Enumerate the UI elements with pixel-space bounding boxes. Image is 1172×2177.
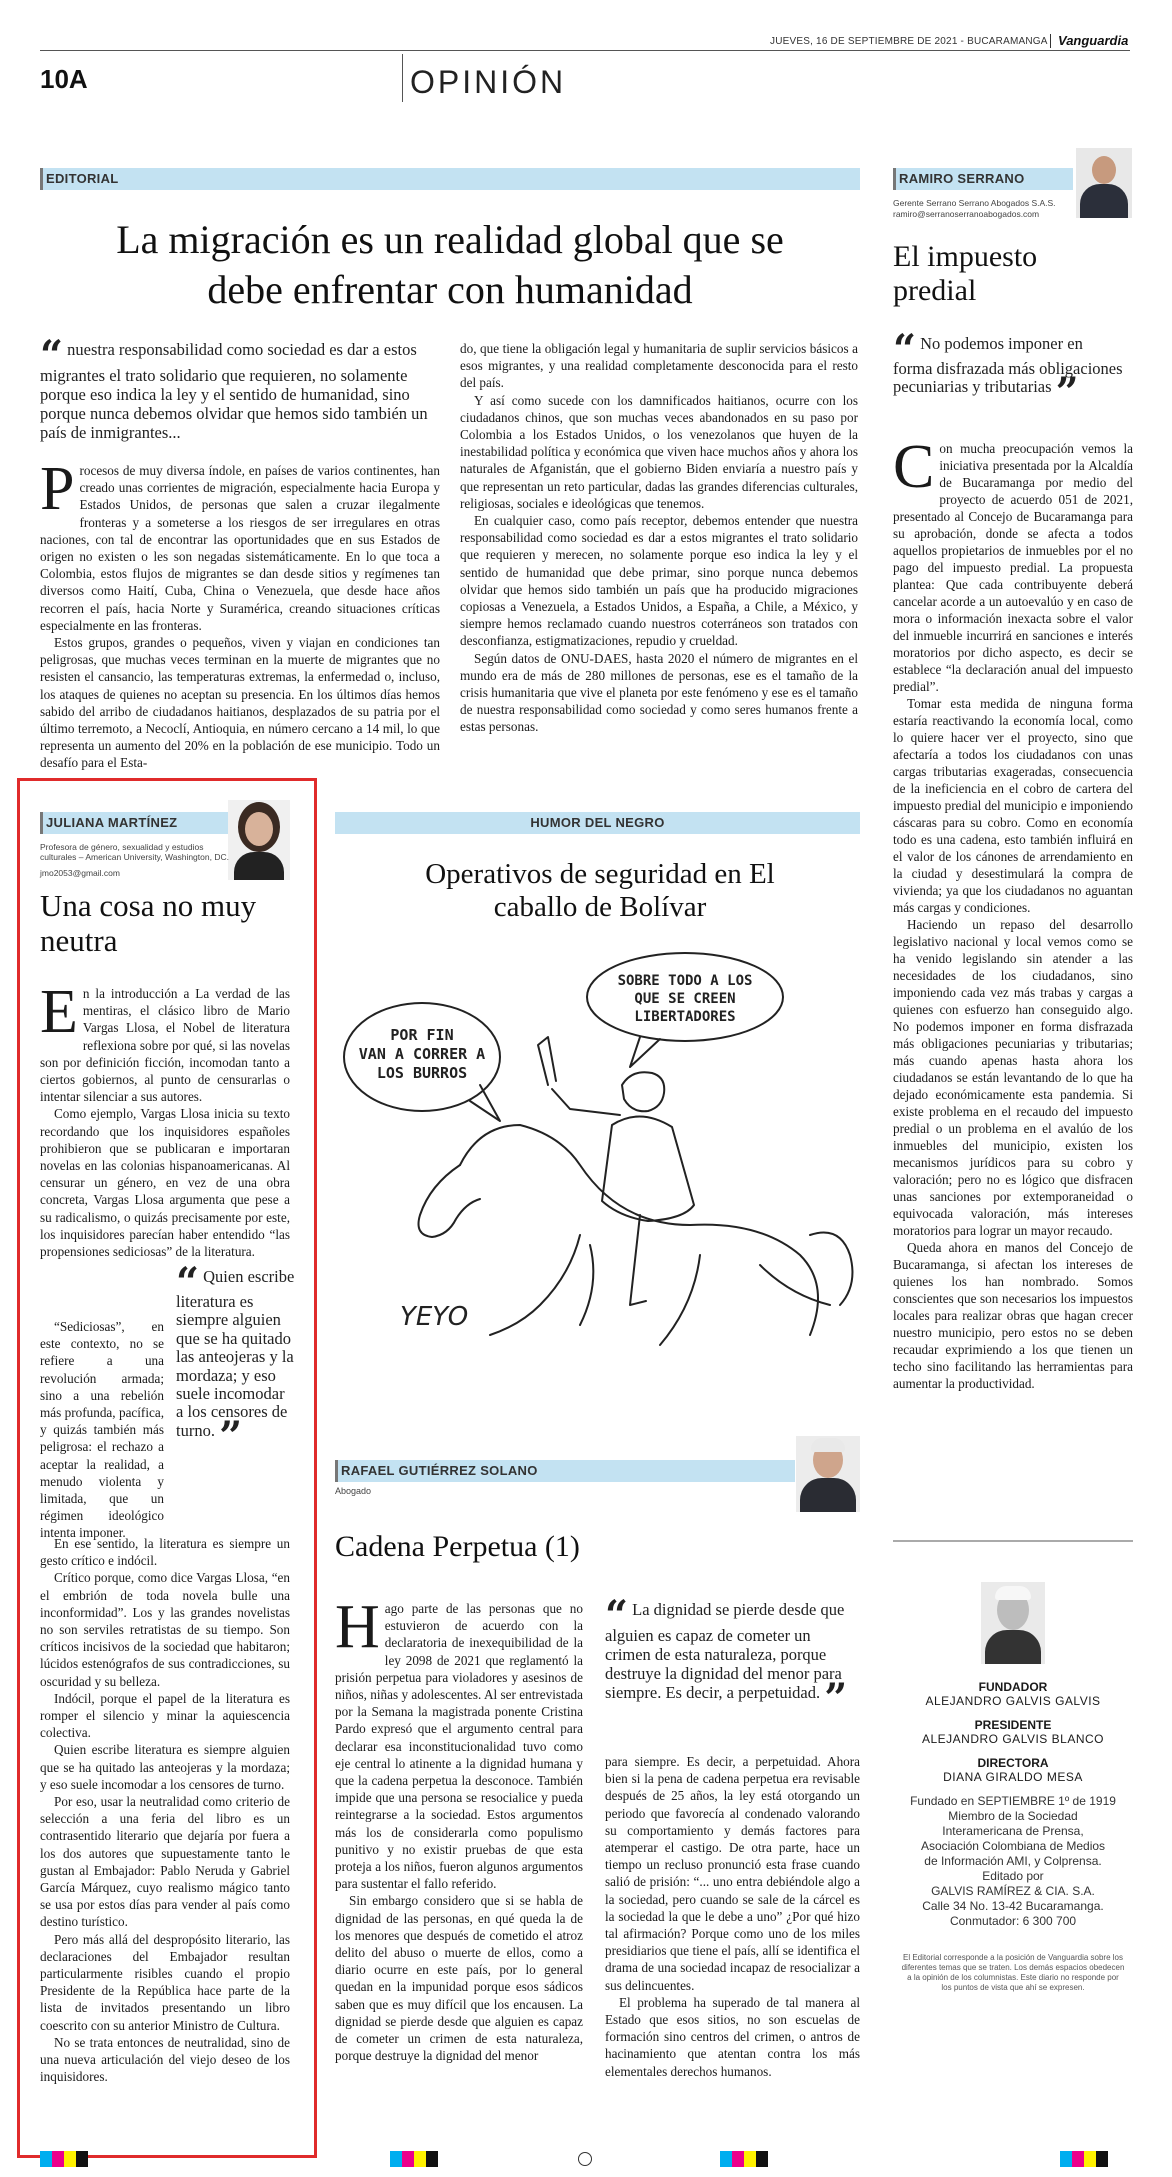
bubble-right-line: SOBRE TODO A LOS bbox=[617, 973, 753, 989]
gutierrez-paragraph: Sin embargo considero que si se habla de dignidad de las personas, en qué queda la de los menores que después de cometido el atroz delito del abuso o muerte de ellos, como a diario ocurre en este país, por lo general quedan en la impunidad porque esos sádicos saben que es muy difícil que los encausen. La dignidad se pierde desde que alguien es capaz de cometer un crimen de esta naturaleza, porque destruye la dignidad del menor bbox=[335, 1893, 583, 2064]
martinez-paragraph: Quien escribe literatura es siempre alguien que se ha quitado las anteojeras y la mordaza; y eso suele incomodar a los censores de turno. bbox=[40, 1742, 290, 1792]
gutierrez-column-2 bbox=[605, 1753, 860, 2080]
disclaimer: El Editorial corresponde a la posición de Vanguardia sobre los diferentes temas que se traten. Los demás espacios obedecen a la opinión de los columnistas. Este diario no responde por los puntos de vista que ahí se expresen. bbox=[901, 1953, 1125, 1992]
serrano-pullquote: “ No podemos imponer en forma disfrazada más obligaciones pecuniarias y tributarias ” bbox=[893, 326, 1123, 416]
martinez-bio: Profesora de género, sexualidad y estudios culturales – American University, Washington, DC. bbox=[40, 842, 229, 862]
staff-role: DIRECTORA bbox=[977, 1756, 1049, 1770]
bubble-left-line: VAN A CORRER A bbox=[358, 1045, 486, 1063]
gutierrez-column-1 bbox=[335, 1593, 583, 2064]
color-bar bbox=[720, 2151, 768, 2167]
martinez-paragraph: Por eso, usar la neutralidad como criterio de selección a una feria del libro es un contrasentido literario que dejaría por fuera a los dos autores que supuestamente tanto le gustan al Embajador: Pablo Neruda y Gabriel García Márquez, cuyo realismo mágico tanto se usa por estos días para vender al país como destino turístico. bbox=[40, 1794, 290, 1930]
gutierrez-title: Cadena Perpetua (1) bbox=[335, 1530, 580, 1563]
bubble-left-line: POR FIN bbox=[390, 1026, 454, 1044]
martinez-pullquote: “ Quien escribe literatura es siempre alguien que se ha quitado las anteojeras y la mordaza; y eso suele incomodar a los censores de turno. ” bbox=[176, 1259, 295, 1460]
bubble-left-line: LOS BURROS bbox=[376, 1064, 468, 1082]
cartoonist-signature: YEYO bbox=[400, 1302, 469, 1332]
rider-head bbox=[622, 1072, 664, 1111]
serrano-email: ramiro@serranoserranoabogados.com bbox=[893, 209, 1040, 219]
serrano-paragraph: Haciendo un repaso del desarrollo legislativo nacional y local vemos como se ha venido legislando sin atender a las necesidades de los ciudadanos, sino imponiendo cada vez más trabas y cargas a quienes con esfuerzo han conseguido algo. No podemos imponer en forma disfrazada más obligaciones pecuniarias y tributarias; más cuando apenas hasta ahora los ciudadanos se están levantando de lo que ha dejado económicamente esta pandemia. Si existe problema en el recaudo del impuesto predial o un problema en el avalúo de los inmuebles del municipio, existen los mecanismos jurídicos para su cobro y valoración; pero no es lógico que disfracen unas sanciones por extemporaneidad o equivocada valoración, más intereses moratorios para lograr un mayor recaudo. bbox=[893, 917, 1133, 1238]
brand-logo: Vanguardia bbox=[1058, 33, 1129, 48]
serrano-role: Gerente Serrano Serrano Abogados S.A.S. bbox=[893, 198, 1056, 208]
serrano-paragraph: Con mucha preocupación vemos la iniciativa presentada por la Alcaldía de Bucaramanga por medio del proyecto de acuerdo 051 de 2021, presentado al Concejo de Bucaramanga para su aprobación, donde se afecta a todos aquellos propietarios de inmuebles por el no pago del impuesto predial. La propuesta plantea: Que cada contribuyente deberá cancelar acorde a un autoevalúo y en caso de mora o información inexacta sobre el valor del inmueble incurrirá en sanciones e interés moratorios por dicho aspecto, es decir se establece “la declaración anual del impuesto predial”. bbox=[893, 433, 1133, 694]
martinez-narrow-column: “Sediciosas”, en este contexto, no se refiere a una revolución armada; sino a una rebelión más profunda, pacífica, y quizás también más peligrosa: el rechazo a aceptar la realidad, a menudo violenta y limitada, que un régimen ideológico intenta imponer. bbox=[40, 1319, 164, 1541]
editorial-pullquote: “ nuestra responsabilidad como sociedad es dar a estos migrantes el trato solidario que requieren, no solamente porque eso indica la ley y el sentido de humanidad, sino porque nunca debemos olvidar que hemos sido también un país de inmigrantes... bbox=[40, 332, 428, 442]
serrano-paragraph: Tomar esta medida de ninguna forma estaría reactivando la economía local, como lo quiere hacer ver el proyecto, sino que afectaría a todos los ciudadanos con unas cargas tributarias exageradas, consecuencia de la ineficiencia en el cobro de cartera del impuesto predial del municipio e imponiendo cáscaras para su cobro. Como en economía todo es una cadena, esto también influirá en el valor de los cánones de arrendamiento en la ciudad y desestimulará la compra de vivienda; ya que los ciudadanos no aguantan más cargas y condiciones. bbox=[893, 696, 1133, 915]
staff-info: Fundado en SEPTIEMBRE 1º de 1919 Miembro de la Sociedad Interamericana de Prensa, Asociación Colombiana de Medios de Información AMI, y Colprensa. Editado por GALVIS RAMÍREZ & CIA. S.A. Calle 34 No. 13-42 Bucaramanga. Conmutador: 6 300 700 bbox=[910, 1794, 1116, 1928]
page-number: 10A bbox=[40, 64, 88, 94]
martinez-photo bbox=[228, 800, 290, 880]
editorial-title: La migración es un realidad global que se debe enfrentar con humanidad bbox=[116, 217, 784, 312]
editorial-tag: EDITORIAL bbox=[40, 168, 860, 190]
editorial-paragraph: do, que tiene la obligación legal y humanitaria de suplir servicios básicos a esos migrantes, y una realidad completamente desconocida para el resto del país. bbox=[460, 341, 858, 391]
gutierrez-photo bbox=[796, 1436, 860, 1512]
martinez-paragraph: No se trata entonces de neutralidad, sino de una nueva articulación del viejo deseo de los inquisidores. bbox=[40, 2034, 290, 2085]
serrano-photo bbox=[1076, 148, 1132, 218]
editorial-column-2 bbox=[460, 340, 858, 736]
cartoon-tag: HUMOR DEL NEGRO bbox=[335, 812, 860, 834]
gutierrez-role: Abogado bbox=[335, 1486, 372, 1496]
serrano-body bbox=[893, 433, 1133, 1392]
gutierrez-paragraph: Hago parte de las personas que no estuvieron de acuerdo con la declaratoria de inexequibilidad de la ley 2098 de 2021 que reglamentó la prisión perpetua para violadores y asesinos de niños, niñas y adolescentes. Al ser entrevistada por la Semana la magistrada ponente Cristina Pardo expresó que el argumento central para declarar esa inconstitucionalidad tuvo como eje central lo atinente a la dignidad humana y que la cadena perpetua la desconoce. También impide que una persona se resocialice y pueda reintegrarse a la sociedad. Estos argumentos más los de considerarla como populismo punitivo y no existir pruebas de que esta proteja a los niños, fueron algunos argumentos para sustentar el fallo referido. bbox=[335, 1593, 583, 1892]
serrano-paragraph: Queda ahora en manos del Concejo de Bucaramanga, si afectan los intereses de quienes los han nombrado. Somos conscientes que son necesarios los impuestos locales para realizar obras que hagan crecer nuestro municipio, pero estos no se deben recaudar exprimiendo a los que tienen un techo sino facilitando las herramientas para aumentar la productividad. bbox=[893, 1240, 1133, 1391]
staff-name: ALEJANDRO GALVIS GALVIS bbox=[925, 1694, 1101, 1708]
martinez-intro bbox=[40, 978, 290, 1260]
martinez-paragraph: Como ejemplo, Vargas Llosa inicia su texto recordando que los inquisidores españoles prohibieron que se publicaran e importaran novelas en las colonias hispanoamericanas. Al censurar un género, en vez de una obra concreta, Vargas Llosa argumenta que pese a su radicalismo, o quizás precisamente por este, los inquisidores parecían haber entendido “las propensiones sediciosas” de la literatura. bbox=[40, 1106, 290, 1260]
martinez-email: jmo2053@gmail.com bbox=[40, 868, 120, 878]
section-title: OPINIÓN bbox=[410, 64, 567, 100]
martinez-title: Una cosa no muy neutra bbox=[40, 888, 257, 958]
gutierrez-paragraph: El problema ha superado de tal manera al Estado que esos sitios, no son escuelas de formación sino centros del crimen, o antros de hacinamiento que atentan contra los más elementales derechos humanos. bbox=[605, 1994, 860, 2079]
editorial-column-1 bbox=[40, 455, 440, 772]
gutierrez-pullquote: “ La dignidad se pierde desde que alguien es capaz de cometer un crimen de esta naturaleza, porque destruye la dignidad del menor para siempre. Es decir, a perpetuidad. ” bbox=[605, 1592, 848, 1722]
serrano-title: El impuesto predial bbox=[893, 240, 1038, 307]
header-divider bbox=[402, 54, 403, 102]
editorial-paragraph: Estos grupos, grandes o pequeños, viven y viajan en condiciones tan peligrosas, que muchas veces terminan en la muerte de migrantes que no resisten el cansancio, las temperaturas extremas, la enfermedad o, incluso, los ataques de quienes no aceptan su presencia. En los últimos días hemos sabido del arribo de ciudadanos haitianos, desplazados de su patria por el último terremoto, a Necoclí, Antioquia, en número cercano a 14 mil, lo que representa un aumento del 20% en la población de ese municipio. Todo un desafío para el Esta- bbox=[40, 635, 440, 771]
martinez-paragraph: Indócil, porque el papel de la literatura es romper el silencio y minar la aquiescencia colectiva. bbox=[40, 1690, 290, 1741]
martinez-paragraph: Pero más allá del despropósito literario, las declaraciones del Embajador resultan particularmente risibles cuando el propio Presidente de la República hace parte de la lista de invitados presentando un libro coescrito con su anterior Ministro de Cultura. bbox=[40, 1931, 290, 2033]
rider-body bbox=[602, 1116, 694, 1221]
color-bar bbox=[40, 2151, 88, 2167]
staff-name: ALEJANDRO GALVIS BLANCO bbox=[922, 1732, 1104, 1746]
serrano-tag: RAMIRO SERRANO bbox=[893, 168, 1073, 190]
martinez-paragraph: Crítico porque, como dice Vargas Llosa, “en el embrión de toda novela bulle una inconformidad”. Los y las grandes novelistas no son serviles retratistas de su tiempo. Son críticos incisivos de la sociedad que habitaron; lúcidos estenógrafos de sus contradicciones, su oscuridad y su belleza. bbox=[40, 1570, 290, 1689]
color-bar bbox=[1060, 2151, 1108, 2167]
founder-photo bbox=[981, 1582, 1045, 1664]
gutierrez-paragraph: para siempre. Es decir, a perpetuidad. Ahora bien si la pena de cadena perpetua era revisable después de 25 años, la ley está otorgando un periodo que favorecía al condenado valorando su comportamiento y demás factores para atemperar el castigo. De otra parte, hace un tiempo un recluso pronunció esta frase cuando salió de prisión: “... uno entra debiéndole algo a la sociedad, pero cuando se sale de la cárcel es la sociedad la que le debe a uno” ¿Por qué hizo tal afirmación? Porque como uno de los miles presidiarios que tiene el país, allí se identifica el drama de una sociedad incapaz de resocializar a sus delincuentes. bbox=[605, 1754, 860, 1993]
martinez-body bbox=[40, 1535, 290, 2086]
staff-role: PRESIDENTE bbox=[974, 1718, 1052, 1732]
bubble-right-line: QUE SE CREEN bbox=[634, 991, 736, 1007]
staff-role: FUNDADOR bbox=[978, 1680, 1048, 1694]
martinez-paragraph: En la introducción a La verdad de las mentiras, el clásico libro de Mario Vargas Llosa, el Nobel de literatura reflexiona sobre por qué, si las novelas son por definición ficción, incomodan tanto a ciertos gobiernos, al punto de censurarlas o intentar silenciar a sus autores. bbox=[40, 978, 290, 1105]
cartoon-title: Operativos de seguridad en El caballo de Bolívar bbox=[425, 858, 775, 923]
martinez-tag: JULIANA MARTÍNEZ bbox=[40, 812, 228, 834]
martinez-paragraph: En ese sentido, la literatura es siempre un gesto crítico e indócil. bbox=[40, 1536, 290, 1569]
bubble-right-line: LIBERTADORES bbox=[634, 1009, 736, 1025]
color-bar bbox=[390, 2151, 438, 2167]
registration-mark-icon bbox=[578, 2152, 592, 2166]
editorial-paragraph: En cualquier caso, como país receptor, debemos entender que nuestra responsabilidad como sociedad es dar a estos migrantes el trato solidario que requieren y merecen, no solamente porque eso indica la ley y el sentido de humanidad que debe primar, sino porque nunca debemos olvidar que hemos sido también un país que ha producido migraciones copiosas a Venezuela, a Estados Unidos, a España, a Chile, a México, y siempre hemos reclamado cuando nuestros coterráneos son tratados con desconfianza, estigmatizaciones, repudio y crueldad. bbox=[460, 513, 858, 649]
cartoon-illustration bbox=[340, 935, 860, 1395]
staff-box bbox=[893, 1540, 1133, 2080]
editorial-paragraph: Procesos de muy diversa índole, en países de varios continentes, han creado unas corrientes de migración, especialmente hacia Europa y Estados Unidos, de personas que salen a cruzar ilegalmente fronteras y a someterse a los riesgos de ser irregulares en otras naciones, con tal de encontrar las oportunidades que en sus Estados de origen no existen o les son negadas sistemáticamente. En lo que toca a Colombia, estos flujos de migrantes se dan desde sitios y regímenes tan diversos como Haití, Cuba, China o Venezuela, que desde hace años recorren el país, hacia Norte y Suramérica, creando situaciones críticas especialmente en las fronteras. bbox=[40, 455, 440, 633]
staff-name: DIANA GIRALDO MESA bbox=[943, 1770, 1083, 1784]
dateline: JUEVES, 16 DE SEPTIEMBRE DE 2021 - BUCARAMANGA bbox=[770, 36, 1048, 47]
editorial-paragraph: Y así como sucede con los damnificados haitianos, ocurre con los ciudadanos chinos, que son muchas veces abandonados en su paso por Colombia a los Estados Unidos, o los venezolanos que huyen de la inestabilidad política y económica que viven hace muchos años y ahora los naturales de Afganistán, que el gobierno Biden enviaría a nuestro país y que representan un reto particular, dadas las grandes diferencias culturales, religiosas, sociales e ideológicas que tenemos. bbox=[460, 392, 858, 511]
editorial-paragraph: Según datos de ONU-DAES, hasta 2020 el número de migrantes en el mundo era de más de 280 millones de personas, ese es el tamaño de la crisis humanitaria que vive el planeta por este fenómeno y ese es el tamaño de nuestra responsabilidad como sociedad y como seres humanos frente a estas personas. bbox=[460, 650, 858, 735]
gutierrez-tag: RAFAEL GUTIÉRREZ SOLANO bbox=[335, 1460, 795, 1482]
